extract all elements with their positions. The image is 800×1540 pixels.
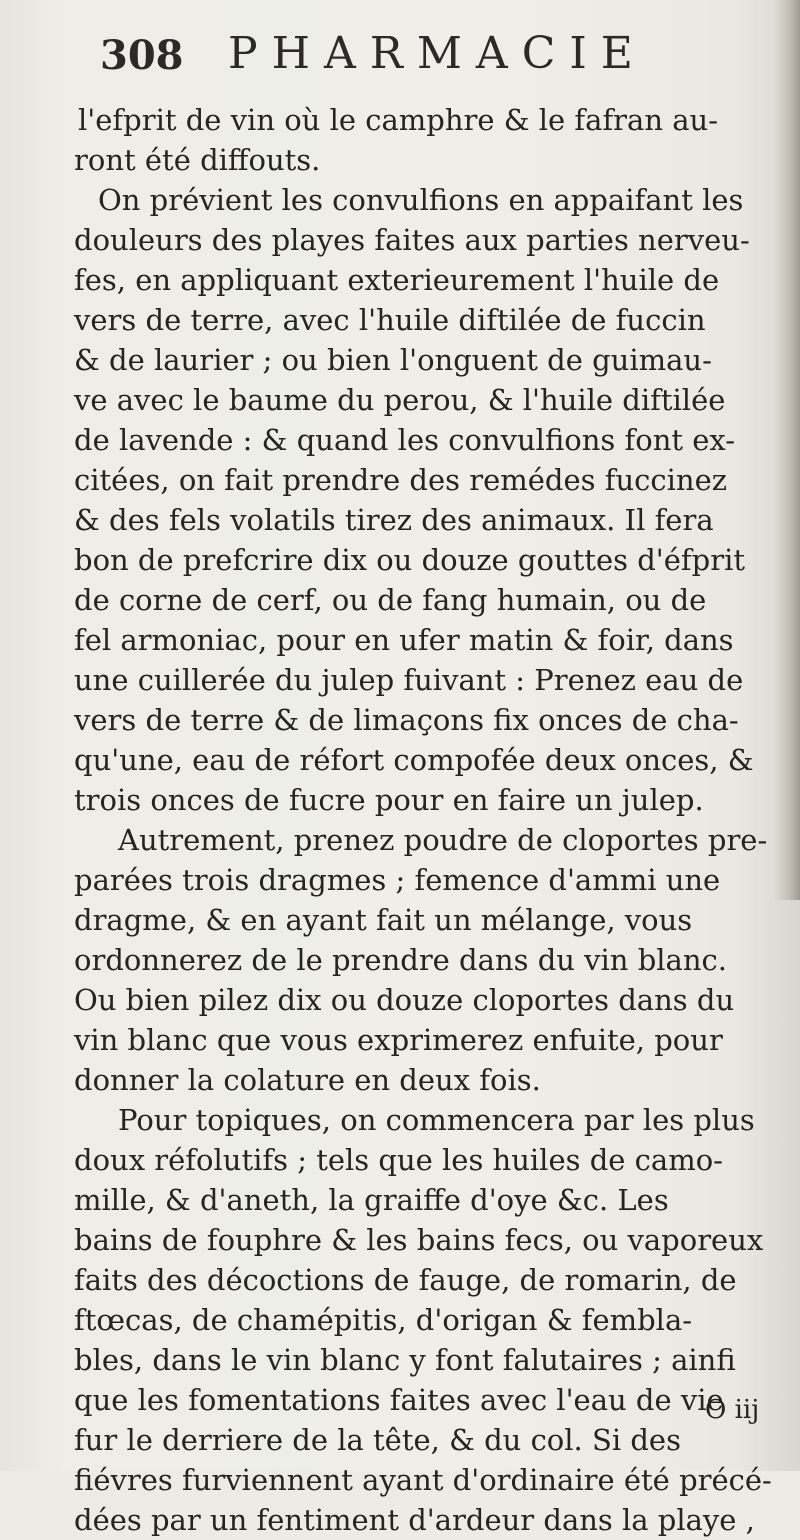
text-line: fel armoniac, pour en ufer matin & foir, dans <box>74 623 734 657</box>
text-line: citées, on fait prendre des remédes fuccinez <box>74 463 728 497</box>
text-line: une cuillerée du julep fuivant : Prenez eau de <box>74 663 744 697</box>
text-line: On prévient les convulfions en appaifant les <box>98 183 744 217</box>
running-head: PHARMACIE <box>228 28 647 79</box>
text-line: vers de terre, avec l'huile diftilée de fuccin <box>74 303 706 337</box>
text-line: Ou bien pilez dix ou douze cloportes dans du <box>74 983 735 1017</box>
text-line: faits des décoctions de fauge, de romarin, de <box>74 1263 737 1297</box>
page-header <box>100 28 740 88</box>
text-line: & des fels volatils tirez des animaux. Il fera <box>74 503 714 537</box>
text-line: dées par un fentiment d'ardeur dans la playe , <box>74 1503 755 1537</box>
text-line: ve avec le baume du perou, & l'huile diftilée <box>74 383 726 417</box>
text-line: Autrement, prenez poudre de cloportes pre- <box>118 823 768 857</box>
text-line: fes, en appliquant exterieurement l'huile de <box>74 263 720 297</box>
text-line: Pour topiques, on commencera par les plus <box>118 1103 755 1137</box>
text-line: bles, dans le vin blanc y font falutaires ; ainfi <box>74 1343 736 1377</box>
text-line: dragme, & en ayant fait un mélange, vous <box>74 903 693 937</box>
text-line: ordonnerez de le prendre dans du vin blanc. <box>74 943 727 977</box>
text-line: vin blanc que vous exprimerez enfuite, pour <box>74 1023 723 1057</box>
text-line: vers de terre & de limaçons fix onces de cha- <box>74 703 739 737</box>
text-line: doux réfolutifs ; tels que les huiles de camo- <box>74 1143 723 1177</box>
text-line: l'efprit de vin où le camphre & le fafran au- <box>78 103 718 137</box>
text-line: ront été diffouts. <box>74 143 321 177</box>
text-line: de corne de cerf, ou de fang humain, ou de <box>74 583 707 617</box>
text-line: & de laurier ; ou bien l'onguent de guimau- <box>74 343 712 377</box>
text-line: parées trois dragmes ; femence d'ammi une <box>74 863 721 897</box>
text-line: donner la colature en deux fois. <box>74 1063 541 1097</box>
text-line: fur le derriere de la tête, & du col. Si des <box>74 1423 681 1457</box>
page-number: 308 <box>100 32 184 79</box>
catchword: O iij <box>705 1395 760 1425</box>
text-line: douleurs des playes faites aux parties nerveu- <box>74 223 750 257</box>
text-line: bains de fouphre & les bains fecs, ou vaporeux <box>74 1223 764 1257</box>
text-line: qu'une, eau de réfort compofée deux onces, & <box>74 743 754 777</box>
text-body <box>60 100 800 1540</box>
text-line: mille, & d'aneth, la graiffe d'oye &c. Les <box>74 1183 669 1217</box>
text-line: fiévres furviennent ayant d'ordinaire été précé- <box>74 1463 772 1497</box>
text-line: trois onces de fucre pour en faire un julep. <box>74 783 704 817</box>
text-line: de lavende : & quand les convulfions font ex- <box>74 423 736 457</box>
text-line: que les fomentations faites avec l'eau de vie <box>74 1383 724 1417</box>
text-line: ftœcas, de chamépitis, d'origan & fembla- <box>74 1303 693 1337</box>
text-line: bon de prefcrire dix ou douze gouttes d'éfprit <box>74 543 745 577</box>
